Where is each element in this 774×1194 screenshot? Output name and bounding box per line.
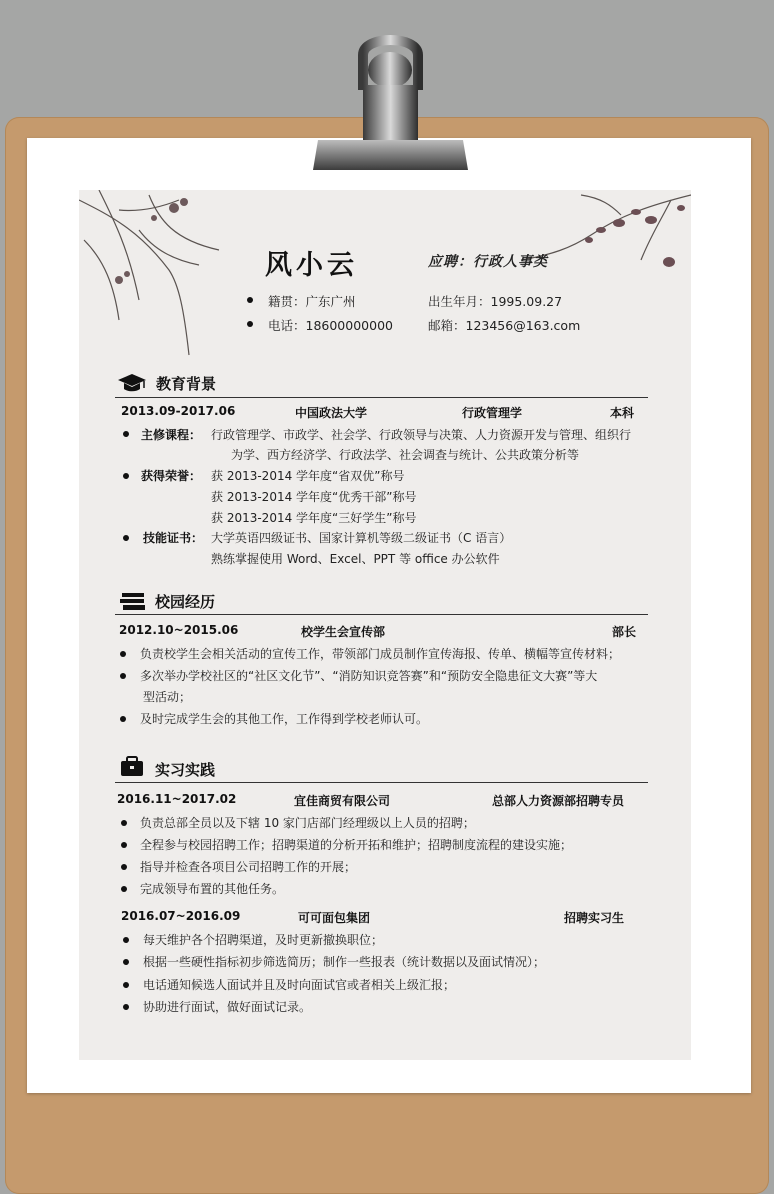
bullet-icon [121, 842, 127, 848]
job-item: 全程参与校园招聘工作；招聘渠道的分析开拓和维护；招聘制度流程的建设实施； [140, 838, 573, 852]
campus-item: 负责校学生会相关活动的宣传工作，带领部门成员制作宣传海报、传单、横幅等宣传材料； [140, 647, 621, 661]
apply-position: 应聘：行政人事类 [428, 254, 548, 270]
bullet-icon [120, 716, 126, 722]
job-period: 2016.07~2016.09 [121, 909, 241, 923]
bullet-icon [120, 673, 126, 679]
bullet-icon [120, 651, 126, 657]
bullet-icon [123, 473, 129, 479]
job-role: 总部人力资源部招聘专员 [492, 794, 625, 808]
graduation-cap-icon [117, 372, 147, 392]
bullet-icon [123, 431, 129, 437]
branch-left-decoration [79, 190, 229, 360]
bullet-icon [123, 535, 129, 541]
courses-line: 为学、西方经济学、行政法学、社会调查与统计、公共政策分析等 [231, 448, 580, 462]
birth-date: 出生年月：1995.09.27 [428, 294, 563, 309]
bullet-icon [121, 820, 127, 826]
education-major: 行政管理学 [462, 406, 523, 420]
education-degree: 本科 [610, 406, 635, 420]
campus-item: 多次举办学校社区的“社区文化节”、“消防知识竞答赛”和“预防安全隐患征文大赛”等大 [140, 669, 598, 683]
bullet-icon [123, 959, 129, 965]
bullet-icon [123, 937, 129, 943]
courses-label: 主修课程： [141, 428, 202, 442]
job-item: 电话通知候选人面试并且及时向面试官或者相关上级汇报； [143, 978, 456, 992]
bullet-icon [123, 982, 129, 988]
divider [115, 614, 648, 615]
job-company: 宜佳商贸有限公司 [294, 794, 391, 808]
campus-item: 及时完成学生会的其他工作，工作得到学校老师认可。 [140, 712, 429, 726]
skills-line: 熟练掌握使用 Word、Excel、PPT 等 office 办公软件 [211, 552, 500, 566]
phone: 电话：18600000000 [268, 318, 393, 333]
job-role: 招聘实习生 [564, 911, 625, 925]
divider [115, 782, 648, 783]
binder-clip [308, 30, 473, 175]
job-item: 指导并检查各项目公司招聘工作的开展； [140, 860, 357, 874]
briefcase-icon [120, 755, 144, 777]
bullet-icon [247, 297, 253, 303]
section-title-practice: 实习实践 [155, 761, 216, 779]
job-item: 负责总部全员以及下辖 10 家门店部门经理级以上人员的招聘； [140, 816, 475, 830]
hometown: 籍贯：广东广州 [268, 294, 356, 309]
honor-item: 获 2013-2014 学年度“省双优”称号 [211, 469, 405, 483]
job-period: 2016.11~2017.02 [117, 792, 237, 806]
education-period: 2013.09-2017.06 [121, 404, 236, 418]
job-company: 可可面包集团 [298, 911, 371, 925]
skills-label: 技能证书： [143, 531, 204, 545]
section-title-education: 教育背景 [156, 375, 217, 393]
campus-role: 部长 [612, 625, 637, 639]
honor-item: 获 2013-2014 学年度“三好学生”称号 [211, 511, 417, 525]
campus-org: 校学生会宣传部 [301, 625, 386, 639]
bullet-icon [121, 864, 127, 870]
campus-period: 2012.10~2015.06 [119, 623, 239, 637]
education-school: 中国政法大学 [295, 406, 368, 420]
bullet-icon [121, 886, 127, 892]
email: 邮箱：123456@163.com [428, 318, 581, 333]
honors-label: 获得荣誉： [141, 469, 202, 483]
candidate-name: 风小云 [265, 250, 358, 281]
divider [115, 397, 648, 398]
bullet-icon [247, 321, 253, 327]
job-item: 完成领导布置的其他任务。 [140, 882, 285, 896]
job-item: 协助进行面试，做好面试记录。 [143, 1000, 312, 1014]
courses-line: 行政管理学、市政学、社会学、行政领导与决策、人力资源开发与管理、组织行 [211, 428, 632, 442]
books-icon [120, 591, 146, 611]
bullet-icon [123, 1004, 129, 1010]
skills-line: 大学英语四级证书、国家计算机等级二级证书（C 语言） [211, 531, 512, 545]
job-item: 每天维护各个招聘渠道，及时更新撤换职位； [143, 933, 384, 947]
job-item: 根据一些硬性指标初步筛选简历；制作一些报表（统计数据以及面试情况）； [143, 955, 546, 969]
section-title-campus: 校园经历 [155, 593, 216, 611]
honor-item: 获 2013-2014 学年度“优秀干部”称号 [211, 490, 417, 504]
campus-item-cont: 型活动； [143, 690, 192, 704]
